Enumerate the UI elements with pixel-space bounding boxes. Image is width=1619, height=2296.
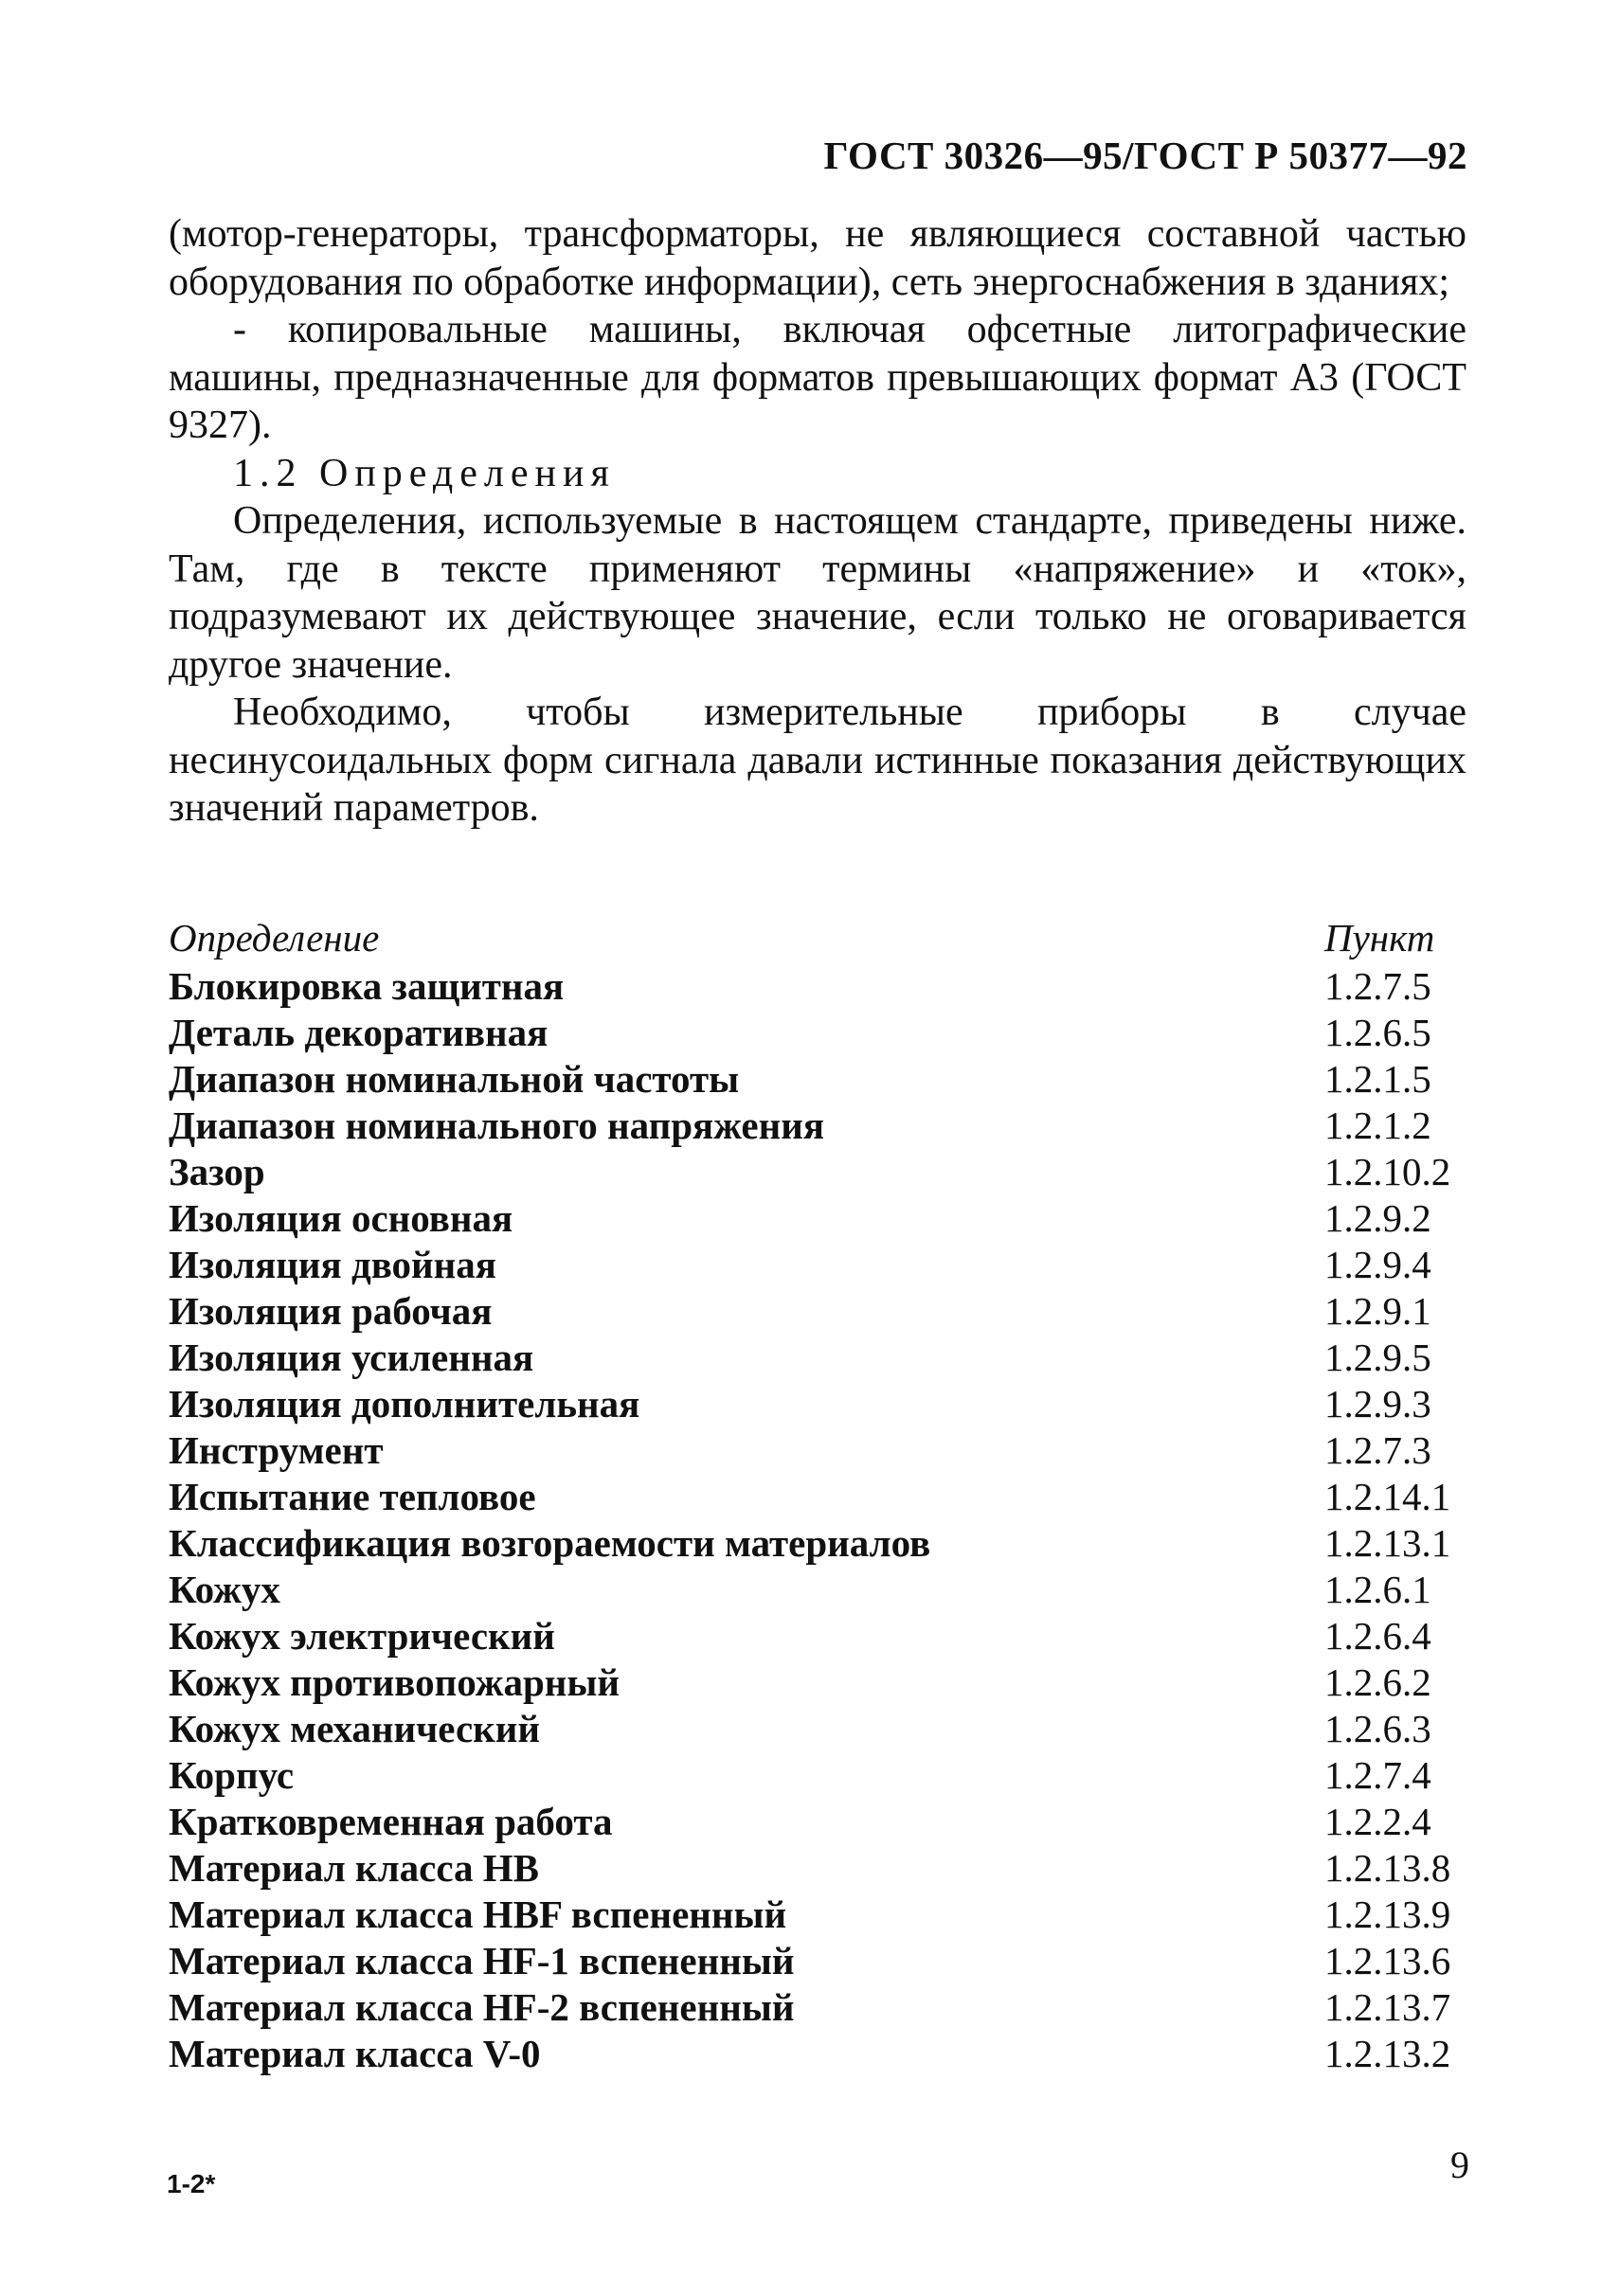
definition-row <box>169 1242 1476 1288</box>
definition-term: Деталь декоративная <box>169 1011 549 1054</box>
definition-row <box>169 1984 1476 2031</box>
definition-term: Материал класса HF-1 вспененный <box>169 1939 795 1982</box>
definition-row <box>169 1381 1476 1427</box>
definition-row <box>169 1520 1476 1567</box>
definition-row <box>169 1752 1476 1799</box>
definitions-list <box>169 915 1476 2077</box>
definition-row <box>169 2031 1476 2077</box>
definition-item-number: 1.2.13.2 <box>1324 2032 1451 2075</box>
definition-row <box>169 1659 1476 1706</box>
paragraph: - копировальные машины, включая офсетные литографические машины, предназначенные для форматов превышающих формат А3 (ГОСТ 9327). <box>169 308 1466 447</box>
definition-item-number: 1.2.6.3 <box>1324 1707 1431 1750</box>
definition-item-number: 1.2.13.9 <box>1324 1892 1451 1936</box>
definition-term: Кожух <box>169 1568 280 1611</box>
definition-item-number: 1.2.13.8 <box>1324 1846 1451 1890</box>
body-text <box>169 210 1466 833</box>
definition-term: Изоляция основная <box>169 1196 513 1240</box>
definition-term: Изоляция дополнительная <box>169 1382 640 1426</box>
definition-row <box>169 1195 1476 1242</box>
definition-item-number: 1.2.6.1 <box>1324 1568 1431 1611</box>
definition-item-number: 1.2.6.4 <box>1324 1614 1431 1658</box>
definition-term: Инструмент <box>169 1428 384 1472</box>
definition-row <box>169 1427 1476 1474</box>
definition-row <box>169 1010 1476 1056</box>
definition-item-number: 1.2.1.5 <box>1324 1057 1431 1101</box>
definition-item-number: 1.2.10.2 <box>1324 1150 1451 1193</box>
definition-item-number: 1.2.9.1 <box>1324 1289 1431 1333</box>
definition-row <box>169 1335 1476 1381</box>
definition-row <box>169 1474 1476 1520</box>
definition-term: Материал класса V-0 <box>169 2032 541 2075</box>
definition-row <box>169 963 1476 1010</box>
paragraph: (мотор-генераторы, трансформаторы, не являющиеся составной частью оборудования по обработке информации), сеть энергоснабжения в зданиях; <box>169 212 1466 304</box>
definition-item-number: 1.2.9.5 <box>1324 1336 1431 1379</box>
definition-item-number: 1.2.1.2 <box>1324 1103 1431 1147</box>
definition-term: Зазор <box>169 1150 265 1193</box>
definition-row <box>169 1103 1476 1149</box>
section-heading: 1.2 Определения <box>233 451 616 495</box>
definition-row <box>169 1892 1476 1938</box>
definition-term: Изоляция усиленная <box>169 1336 534 1379</box>
column-header-term: Определение <box>169 916 380 960</box>
definition-item-number: 1.2.14.1 <box>1324 1475 1451 1518</box>
definition-row <box>169 1149 1476 1195</box>
definition-row <box>169 1288 1476 1335</box>
definition-term: Диапазон номинального напряжения <box>169 1103 825 1147</box>
definition-term: Изоляция двойная <box>169 1243 496 1286</box>
definition-term: Диапазон номинальной частоты <box>169 1057 740 1101</box>
definition-item-number: 1.2.6.2 <box>1324 1660 1431 1704</box>
definition-row <box>169 1799 1476 1845</box>
definition-term: Кожух механический <box>169 1707 541 1750</box>
sheet-code: 1-2* <box>167 2169 216 2198</box>
definition-term: Материал класса HF-2 вспененный <box>169 1985 795 2029</box>
definition-item-number: 1.2.9.4 <box>1324 1243 1431 1286</box>
definition-row <box>169 1567 1476 1613</box>
definition-item-number: 1.2.7.3 <box>1324 1428 1431 1472</box>
column-header-item: Пункт <box>1324 916 1435 960</box>
definition-row <box>169 1938 1476 1984</box>
definition-term: Блокировка защитная <box>169 964 565 1008</box>
definitions-header <box>169 915 1476 963</box>
definition-item-number: 1.2.2.4 <box>1324 1800 1431 1843</box>
definition-term: Материал класса НВ <box>169 1846 540 1890</box>
definition-term: Изоляция рабочая <box>169 1289 493 1333</box>
paragraph: Необходимо, чтобы измерительные приборы в случае несинусоидальных форм сигнала давали истинные показания действующих значений параметров. <box>169 691 1466 830</box>
definition-term: Кожух противопожарный <box>169 1660 621 1704</box>
definition-row <box>169 1613 1476 1659</box>
definition-item-number: 1.2.13.6 <box>1324 1939 1451 1982</box>
definition-item-number: 1.2.9.2 <box>1324 1196 1431 1240</box>
definition-term: Материал класса HBF вспененный <box>169 1892 787 1936</box>
definition-term: Кожух электрический <box>169 1614 555 1658</box>
definition-term: Испытание тепловое <box>169 1475 536 1518</box>
definition-item-number: 1.2.6.5 <box>1324 1011 1431 1054</box>
definition-item-number: 1.2.7.5 <box>1324 964 1431 1008</box>
document-header: ГОСТ 30326—95/ГОСТ Р 50377—92 <box>823 134 1467 177</box>
page-number: 9 <box>1450 2144 1469 2186</box>
definitions-rows <box>169 963 1476 2077</box>
definition-row <box>169 1706 1476 1752</box>
definition-item-number: 1.2.7.4 <box>1324 1753 1431 1797</box>
definition-item-number: 1.2.13.1 <box>1324 1521 1451 1565</box>
paragraph: Определения, используемые в настоящем стандарте, приведены ниже. Там, где в тексте применяют термины «напряжение» и «ток», подразумевают их действующее значение, если только не оговаривается другое значение. <box>169 499 1466 687</box>
definition-row <box>169 1056 1476 1103</box>
definition-item-number: 1.2.9.3 <box>1324 1382 1431 1426</box>
definition-term: Классификация возгораемости материалов <box>169 1521 931 1565</box>
definition-term: Корпус <box>169 1753 295 1797</box>
definition-term: Кратковременная работа <box>169 1800 613 1843</box>
definition-row <box>169 1845 1476 1892</box>
definition-item-number: 1.2.13.7 <box>1324 1985 1451 2029</box>
